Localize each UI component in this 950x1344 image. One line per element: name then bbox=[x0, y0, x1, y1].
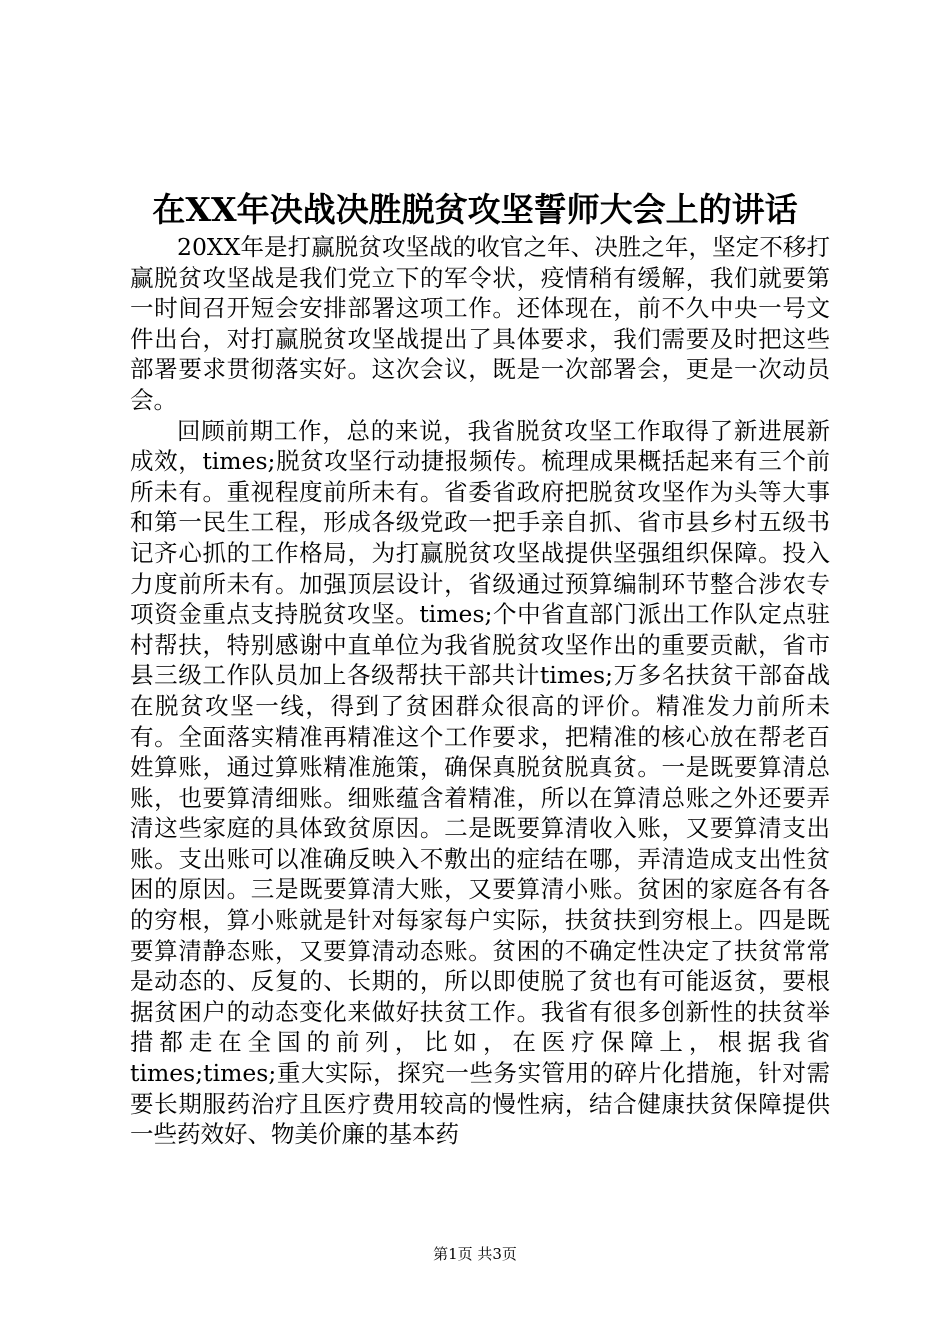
document-body bbox=[130, 232, 830, 1150]
page-number-footer: 第1页 共3页 bbox=[433, 1245, 517, 1263]
paragraph-review: 回顾前期工作，总的来说，我省脱贫攻坚工作取得了新进展新成效，times;脱贫攻坚行动捷报频传。梳理成果概括起来有三个前所未有。重视程度前所未有。省委省政府把脱贫攻坚作为头等大事和第一民生工程，形成各级党政一把手亲自抓、省市县乡村五级书记齐心抓的工作格局，为打赢脱贫攻坚战提供坚强组织保障。投入力度前所未有。加强顶层设计，省级通过预算编制环节整合涉农专项资金重点支持脱贫攻坚。times;个中省直部门派出工作队定点驻村帮扶，特别感谢中直单位为我省脱贫攻坚作出的重要贡献，省市县三级工作队员加上各级帮扶干部共计times;万多名扶贫干部奋战在脱贫攻坚一线，得到了贫困群众很高的评价。精准发力前所未有。全面落实精准再精准这个工作要求，把精准的核心放在帮老百姓算账，通过算账精准施策，确保真脱贫脱真贫。一是既要算清总账，也要算清细账。细账蕴含着精准，所以在算清总账之外还要弄清这些家庭的具体致贫原因。二是既要算清收入账，又要算清支出账。支出账可以准确反映入不敷出的症结在哪，弄清造成支出性贫困的原因。三是既要算清大账，又要算清小账。贫困的家庭各有各的穷根，算小账就是针对每家每户实际，扶贫扶到穷根上。四是既要算清静态账，又要算清动态账。贫困的不确定性决定了扶贫常常是动态的、反复的、长期的，所以即使脱了贫也有可能返贫，要根据贫困户的动态变化来做好扶贫工作。我省有很多创新性的扶贫举措都走在全国的前列，比如，在医疗保障上，根据我省times;times;重大实际，探究一些务实管用的碎片化措施，针对需要长期服药治疗且医疗费用较高的慢性病，结合健康扶贫保障提供一些药效好、物美价廉的基本药 bbox=[130, 416, 830, 1149]
paragraph-intro: 20XX年是打赢脱贫攻坚战的收官之年、决胜之年，坚定不移打赢脱贫攻坚战是我们党立下的军令状，疫情稍有缓解，我们就要第一时间召开短会安排部署这项工作。还体现在，前不久中央一号文件出台，对打赢脱贫攻坚战提出了具体要求，我们需要及时把这些部署要求贯彻落实好。这次会议，既是一次部署会，更是一次动员会。 bbox=[130, 233, 830, 414]
document-title: 在XX年决战决胜脱贫攻坚誓师大会上的讲话 bbox=[152, 190, 798, 229]
